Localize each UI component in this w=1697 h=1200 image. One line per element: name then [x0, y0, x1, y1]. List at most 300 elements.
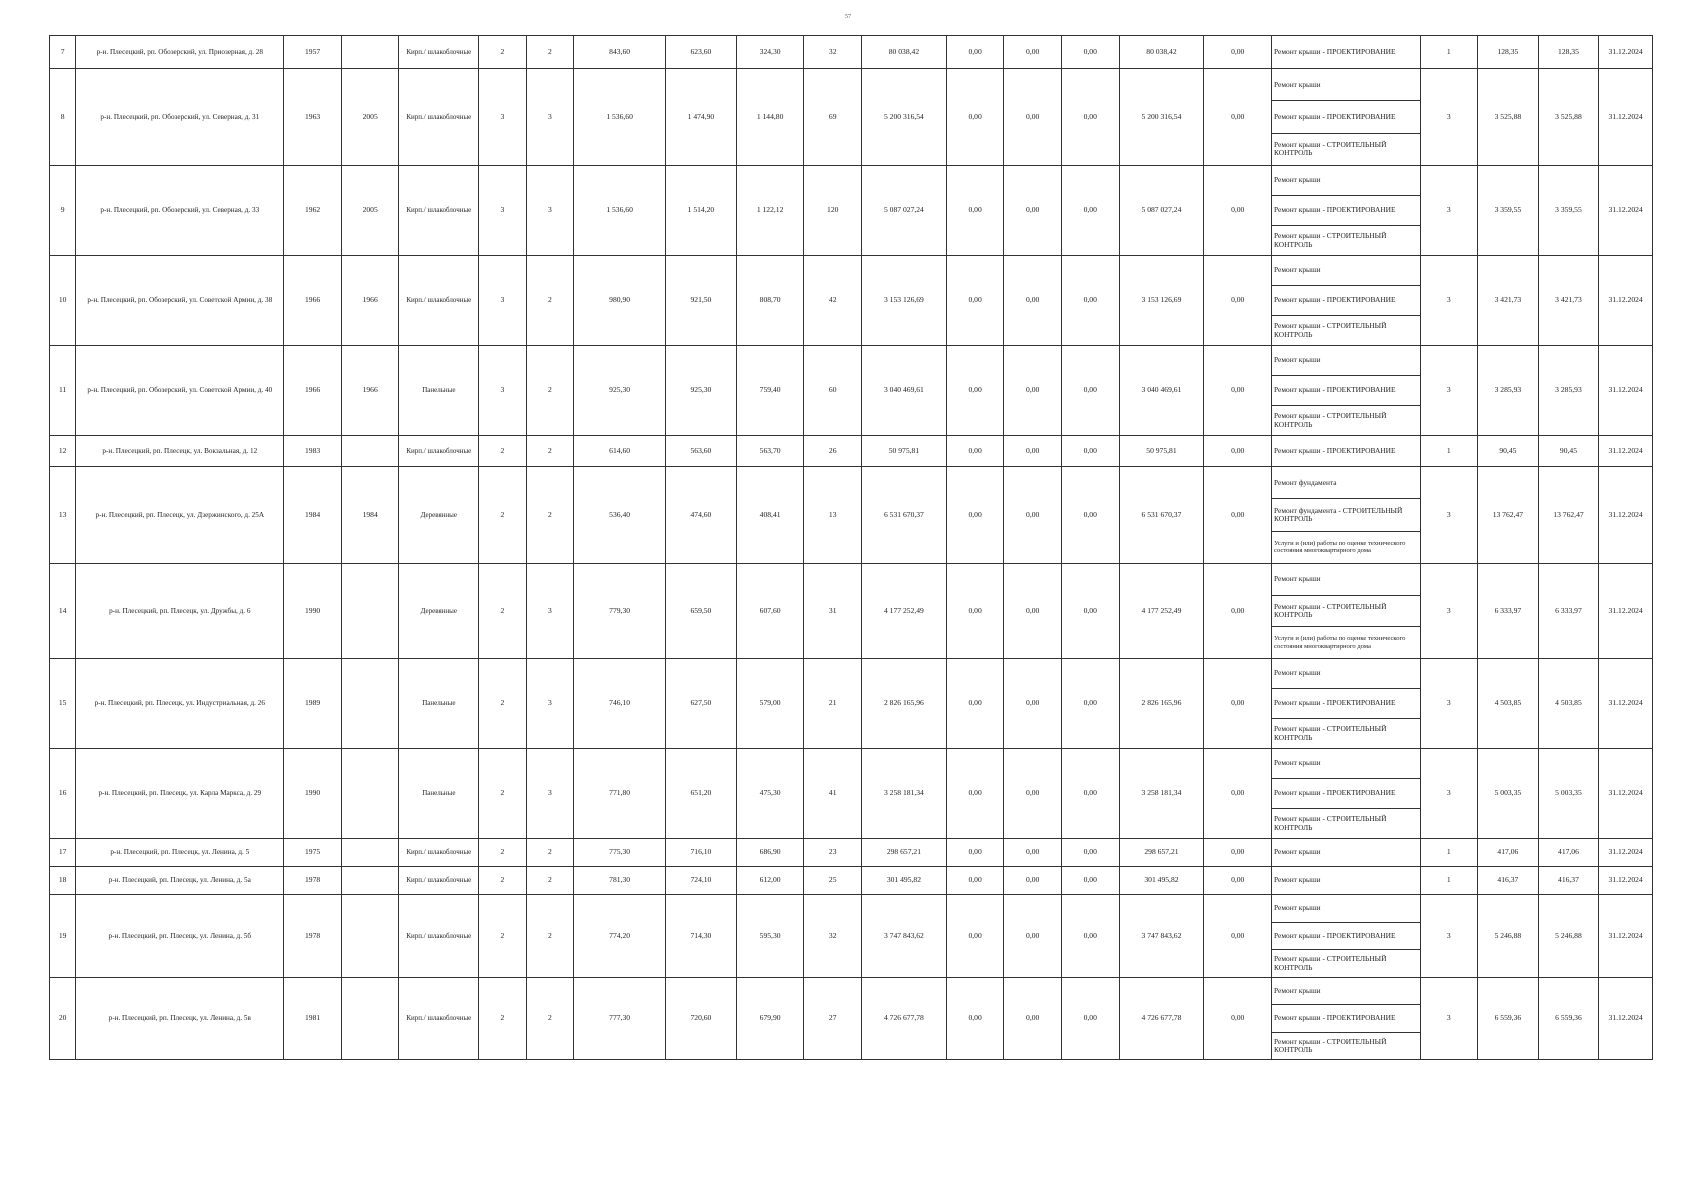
- work-item: Ремонт крыши - СТРОИТЕЛЬНЫЙ КОНТРОЛЬ: [1274, 1036, 1387, 1054]
- cost-total: 50 975,81: [862, 436, 947, 467]
- entrances: 2: [526, 346, 573, 436]
- residents: 69: [804, 69, 862, 166]
- works-list: [1272, 436, 1420, 467]
- residents: 42: [804, 256, 862, 346]
- cost-owners: 50 975,81: [1119, 436, 1204, 467]
- works-count: 3: [1420, 69, 1478, 166]
- cost-other: 0,00: [1204, 867, 1272, 895]
- row-number: 13: [50, 467, 76, 564]
- work-item: Ремонт крыши - СТРОИТЕЛЬНЫЙ КОНТРОЛЬ: [1274, 814, 1387, 832]
- cost-regional: 0,00: [1004, 166, 1062, 256]
- cost-total: 5 087 027,24: [862, 166, 947, 256]
- year-built: 1963: [284, 69, 342, 166]
- cost-municipal: 0,00: [1061, 256, 1119, 346]
- residents: 32: [804, 895, 862, 978]
- work-item: Ремонт крыши - СТРОИТЕЛЬНЫЙ КОНТРОЛЬ: [1274, 954, 1387, 972]
- floors: 2: [479, 467, 526, 564]
- entrances: 2: [526, 867, 573, 895]
- wall-material: Кирп./ шлакоблочные: [399, 256, 479, 346]
- unit-cost-max: 4 503,85: [1538, 659, 1599, 749]
- year-overhaul: 1966: [341, 346, 399, 436]
- unit-cost-max: 3 525,88: [1538, 69, 1599, 166]
- area-owned: 686,90: [736, 839, 804, 867]
- cost-total: 4 177 252,49: [862, 564, 947, 659]
- area-total: 843,60: [574, 36, 666, 69]
- work-item: Ремонт крыши - СТРОИТЕЛЬНЫЙ КОНТРОЛЬ: [1274, 724, 1387, 742]
- area-residential: 659,50: [666, 564, 737, 659]
- unit-cost: 4 503,85: [1478, 659, 1539, 749]
- works-list: [1272, 978, 1420, 1060]
- cost-other: 0,00: [1204, 749, 1272, 839]
- work-item: Ремонт крыши - СТРОИТЕЛЬНЫЙ КОНТРОЛЬ: [1274, 321, 1387, 339]
- works-list: [1272, 749, 1420, 839]
- row-number: 18: [50, 867, 76, 895]
- area-owned: 475,30: [736, 749, 804, 839]
- cost-total: 3 258 181,34: [862, 749, 947, 839]
- cost-total: 6 531 670,37: [862, 467, 947, 564]
- cost-total: 4 726 677,78: [862, 978, 947, 1060]
- row-number: 17: [50, 839, 76, 867]
- row-number: 10: [50, 256, 76, 346]
- wall-material: Кирп./ шлакоблочные: [399, 166, 479, 256]
- entrances: 3: [526, 166, 573, 256]
- deadline: 31.12.2024: [1599, 867, 1653, 895]
- cost-fund: 0,00: [946, 36, 1004, 69]
- area-owned: 563,70: [736, 436, 804, 467]
- entrances: 2: [526, 256, 573, 346]
- wall-material: Кирп./ шлакоблочные: [399, 436, 479, 467]
- work-item: Ремонт крыши - ПРОЕКТИРОВАНИЕ: [1272, 779, 1419, 809]
- unit-cost-max: 3 421,73: [1538, 256, 1599, 346]
- address: р-н. Плесецкий, рп. Плесецк, ул. Вокзальная, д. 12: [76, 436, 284, 467]
- cost-owners: 4 177 252,49: [1119, 564, 1204, 659]
- wall-material: Панельные: [399, 659, 479, 749]
- area-total: 980,90: [574, 256, 666, 346]
- works-count: 1: [1420, 839, 1478, 867]
- works-count: 1: [1420, 36, 1478, 69]
- work-item: Ремонт крыши - ПРОЕКТИРОВАНИЕ: [1272, 196, 1419, 226]
- cost-other: 0,00: [1204, 564, 1272, 659]
- work-item: Ремонт крыши: [1274, 847, 1321, 857]
- year-overhaul: [341, 659, 399, 749]
- floors: 3: [479, 346, 526, 436]
- work-item: Ремонт крыши - СТРОИТЕЛЬНЫЙ КОНТРОЛЬ: [1274, 231, 1387, 249]
- cost-other: 0,00: [1204, 36, 1272, 69]
- register-table: [49, 35, 1653, 1060]
- cost-owners: 3 747 843,62: [1119, 895, 1204, 978]
- residents: 32: [804, 36, 862, 69]
- unit-cost: 3 421,73: [1478, 256, 1539, 346]
- floors: 2: [479, 36, 526, 69]
- residents: 23: [804, 839, 862, 867]
- cost-municipal: 0,00: [1061, 867, 1119, 895]
- cost-other: 0,00: [1204, 839, 1272, 867]
- table-row: [50, 436, 1653, 467]
- deadline: 31.12.2024: [1599, 467, 1653, 564]
- floors: 2: [479, 839, 526, 867]
- row-number: 15: [50, 659, 76, 749]
- year-built: 1989: [284, 659, 342, 749]
- cost-regional: 0,00: [1004, 436, 1062, 467]
- work-item: Ремонт крыши: [1274, 875, 1321, 885]
- works-list: [1272, 839, 1420, 867]
- work-item: Ремонт крыши - ПРОЕКТИРОВАНИЕ: [1272, 689, 1419, 719]
- residents: 41: [804, 749, 862, 839]
- address: р-н. Плесецкий, рп. Плесецк, ул. Индустриальная, д. 26: [76, 659, 284, 749]
- year-overhaul: [341, 839, 399, 867]
- residents: 25: [804, 867, 862, 895]
- works-count: 3: [1420, 659, 1478, 749]
- unit-cost-max: 90,45: [1538, 436, 1599, 467]
- table-row: [50, 749, 1653, 839]
- deadline: 31.12.2024: [1599, 69, 1653, 166]
- works-list: [1272, 256, 1420, 346]
- address: р-н. Плесецкий, рп. Обозерский, ул. Советской Армии, д. 40: [76, 346, 284, 436]
- address: р-н. Плесецкий, рп. Плесецк, ул. Карла Маркса, д. 29: [76, 749, 284, 839]
- cost-fund: 0,00: [946, 256, 1004, 346]
- cost-total: 298 657,21: [862, 839, 947, 867]
- area-residential: 1 474,90: [666, 69, 737, 166]
- year-built: 1990: [284, 564, 342, 659]
- unit-cost: 6 559,36: [1478, 978, 1539, 1060]
- unit-cost: 6 333,97: [1478, 564, 1539, 659]
- work-item: Ремонт крыши - ПРОЕКТИРОВАНИЕ: [1272, 376, 1419, 406]
- row-number: 8: [50, 69, 76, 166]
- deadline: 31.12.2024: [1599, 564, 1653, 659]
- deadline: 31.12.2024: [1599, 659, 1653, 749]
- cost-regional: 0,00: [1004, 467, 1062, 564]
- deadline: 31.12.2024: [1599, 36, 1653, 69]
- work-item: Услуги и (или) работы по оценке технического состояния многоквартирного дома: [1274, 539, 1406, 555]
- year-overhaul: [341, 436, 399, 467]
- works-list: [1272, 69, 1420, 166]
- area-total: 781,30: [574, 867, 666, 895]
- area-residential: 714,30: [666, 895, 737, 978]
- table-row: [50, 69, 1653, 166]
- table-row: [50, 839, 1653, 867]
- floors: 2: [479, 895, 526, 978]
- year-built: 1978: [284, 867, 342, 895]
- cost-regional: 0,00: [1004, 978, 1062, 1060]
- unit-cost: 3 359,55: [1478, 166, 1539, 256]
- deadline: 31.12.2024: [1599, 749, 1653, 839]
- year-overhaul: 1966: [341, 256, 399, 346]
- year-built: 1966: [284, 256, 342, 346]
- cost-fund: 0,00: [946, 867, 1004, 895]
- cost-municipal: 0,00: [1061, 346, 1119, 436]
- entrances: 2: [526, 467, 573, 564]
- area-total: 1 536,60: [574, 69, 666, 166]
- deadline: 31.12.2024: [1599, 978, 1653, 1060]
- cost-regional: 0,00: [1004, 659, 1062, 749]
- address: р-н. Плесецкий, рп. Плесецк, ул. Дзержинского, д. 25А: [76, 467, 284, 564]
- works-count: 3: [1420, 895, 1478, 978]
- work-item: Ремонт крыши: [1272, 166, 1419, 196]
- row-number: 11: [50, 346, 76, 436]
- works-count: 3: [1420, 749, 1478, 839]
- unit-cost: 13 762,47: [1478, 467, 1539, 564]
- cost-municipal: 0,00: [1061, 564, 1119, 659]
- year-overhaul: [341, 867, 399, 895]
- address: р-н. Плесецкий, рп. Плесецк, ул. Ленина, д. 5в: [76, 978, 284, 1060]
- cost-owners: 3 153 126,69: [1119, 256, 1204, 346]
- works-count: 3: [1420, 256, 1478, 346]
- unit-cost-max: 417,06: [1538, 839, 1599, 867]
- works-count: 3: [1420, 166, 1478, 256]
- unit-cost-max: 6 333,97: [1538, 564, 1599, 659]
- cost-owners: 5 087 027,24: [1119, 166, 1204, 256]
- cost-municipal: 0,00: [1061, 978, 1119, 1060]
- register-rows: [50, 36, 1653, 1060]
- area-residential: 474,60: [666, 467, 737, 564]
- unit-cost: 416,37: [1478, 867, 1539, 895]
- address: р-н. Плесецкий, рп. Обозерский, ул. Советской Армии, д. 38: [76, 256, 284, 346]
- cost-fund: 0,00: [946, 749, 1004, 839]
- cost-municipal: 0,00: [1061, 749, 1119, 839]
- row-number: 16: [50, 749, 76, 839]
- table-row: [50, 36, 1653, 69]
- deadline: 31.12.2024: [1599, 256, 1653, 346]
- address: р-н. Плесецкий, рп. Обозерский, ул. Северная, д. 33: [76, 166, 284, 256]
- table-row: [50, 867, 1653, 895]
- wall-material: Кирп./ шлакоблочные: [399, 36, 479, 69]
- year-built: 1966: [284, 346, 342, 436]
- wall-material: Панельные: [399, 346, 479, 436]
- unit-cost: 417,06: [1478, 839, 1539, 867]
- address: р-н. Плесецкий, рп. Плесецк, ул. Ленина, д. 5б: [76, 895, 284, 978]
- area-residential: 563,60: [666, 436, 737, 467]
- table-row: [50, 166, 1653, 256]
- works-count: 3: [1420, 564, 1478, 659]
- cost-other: 0,00: [1204, 659, 1272, 749]
- cost-total: 3 040 469,61: [862, 346, 947, 436]
- cost-regional: 0,00: [1004, 749, 1062, 839]
- cost-total: 3 153 126,69: [862, 256, 947, 346]
- work-item: Ремонт крыши: [1272, 978, 1419, 1005]
- cost-other: 0,00: [1204, 346, 1272, 436]
- unit-cost: 5 003,35: [1478, 749, 1539, 839]
- floors: 2: [479, 749, 526, 839]
- unit-cost-max: 416,37: [1538, 867, 1599, 895]
- unit-cost-max: 13 762,47: [1538, 467, 1599, 564]
- year-built: 1990: [284, 749, 342, 839]
- table-row: [50, 659, 1653, 749]
- works-list: [1272, 659, 1420, 749]
- row-number: 19: [50, 895, 76, 978]
- area-owned: 324,30: [736, 36, 804, 69]
- cost-total: 5 200 316,54: [862, 69, 947, 166]
- year-overhaul: [341, 895, 399, 978]
- work-item: Ремонт фундамента: [1272, 467, 1419, 499]
- cost-total: 3 747 843,62: [862, 895, 947, 978]
- cost-owners: 4 726 677,78: [1119, 978, 1204, 1060]
- table-row: [50, 467, 1653, 564]
- area-total: 536,40: [574, 467, 666, 564]
- area-residential: 1 514,20: [666, 166, 737, 256]
- work-item: Ремонт крыши - ПРОЕКТИРОВАНИЕ: [1272, 101, 1419, 133]
- table-row: [50, 564, 1653, 659]
- cost-fund: 0,00: [946, 346, 1004, 436]
- works-list: [1272, 346, 1420, 436]
- year-overhaul: 2005: [341, 69, 399, 166]
- entrances: 2: [526, 36, 573, 69]
- row-number: 12: [50, 436, 76, 467]
- cost-regional: 0,00: [1004, 36, 1062, 69]
- works-count: 3: [1420, 978, 1478, 1060]
- entrances: 2: [526, 436, 573, 467]
- area-total: 925,30: [574, 346, 666, 436]
- address: р-н. Плесецкий, рп. Плесецк, ул. Ленина, д. 5а: [76, 867, 284, 895]
- cost-other: 0,00: [1204, 256, 1272, 346]
- wall-material: Кирп./ шлакоблочные: [399, 839, 479, 867]
- year-overhaul: [341, 564, 399, 659]
- deadline: 31.12.2024: [1599, 839, 1653, 867]
- address: р-н. Плесецкий, рп. Обозерский, ул. Приозерная, д. 28: [76, 36, 284, 69]
- unit-cost-max: 3 359,55: [1538, 166, 1599, 256]
- year-built: 1962: [284, 166, 342, 256]
- unit-cost-max: 128,35: [1538, 36, 1599, 69]
- table-row: [50, 978, 1653, 1060]
- entrances: 2: [526, 978, 573, 1060]
- floors: 3: [479, 69, 526, 166]
- entrances: 3: [526, 749, 573, 839]
- cost-fund: 0,00: [946, 69, 1004, 166]
- work-item: Ремонт крыши - ПРОЕКТИРОВАНИЕ: [1272, 923, 1419, 951]
- work-item: Ремонт крыши - СТРОИТЕЛЬНЫЙ КОНТРОЛЬ: [1272, 596, 1419, 628]
- entrances: 2: [526, 895, 573, 978]
- area-residential: 720,60: [666, 978, 737, 1060]
- cost-owners: 298 657,21: [1119, 839, 1204, 867]
- residents: 120: [804, 166, 862, 256]
- cost-fund: 0,00: [946, 564, 1004, 659]
- area-residential: 627,50: [666, 659, 737, 749]
- wall-material: Деревянные: [399, 564, 479, 659]
- works-count: 3: [1420, 467, 1478, 564]
- page-number: 57: [845, 14, 851, 20]
- unit-cost: 3 285,93: [1478, 346, 1539, 436]
- area-owned: 607,60: [736, 564, 804, 659]
- area-total: 1 536,60: [574, 166, 666, 256]
- entrances: 2: [526, 839, 573, 867]
- work-item: Ремонт крыши: [1272, 69, 1419, 101]
- works-list: [1272, 564, 1420, 659]
- residents: 21: [804, 659, 862, 749]
- work-item: Ремонт крыши - ПРОЕКТИРОВАНИЕ: [1272, 1005, 1419, 1032]
- row-number: 20: [50, 978, 76, 1060]
- area-residential: 716,10: [666, 839, 737, 867]
- area-owned: 408,41: [736, 467, 804, 564]
- area-owned: 579,00: [736, 659, 804, 749]
- wall-material: Деревянные: [399, 467, 479, 564]
- unit-cost-max: 5 003,35: [1538, 749, 1599, 839]
- cost-fund: 0,00: [946, 978, 1004, 1060]
- cost-fund: 0,00: [946, 659, 1004, 749]
- cost-regional: 0,00: [1004, 895, 1062, 978]
- cost-municipal: 0,00: [1061, 659, 1119, 749]
- area-total: 777,30: [574, 978, 666, 1060]
- cost-fund: 0,00: [946, 467, 1004, 564]
- work-item: Ремонт крыши - СТРОИТЕЛЬНЫЙ КОНТРОЛЬ: [1274, 411, 1387, 429]
- cost-municipal: 0,00: [1061, 895, 1119, 978]
- year-overhaul: 2005: [341, 166, 399, 256]
- cost-total: 2 826 165,96: [862, 659, 947, 749]
- cost-owners: 301 495,82: [1119, 867, 1204, 895]
- cost-other: 0,00: [1204, 166, 1272, 256]
- area-owned: 759,40: [736, 346, 804, 436]
- works-count: 1: [1420, 867, 1478, 895]
- cost-municipal: 0,00: [1061, 436, 1119, 467]
- year-built: 1981: [284, 978, 342, 1060]
- cost-total: 301 495,82: [862, 867, 947, 895]
- entrances: 3: [526, 69, 573, 166]
- work-item: Ремонт фундамента - СТРОИТЕЛЬНЫЙ КОНТРОЛЬ: [1272, 499, 1419, 531]
- year-built: 1975: [284, 839, 342, 867]
- unit-cost: 128,35: [1478, 36, 1539, 69]
- unit-cost: 3 525,88: [1478, 69, 1539, 166]
- work-item: Ремонт крыши - ПРОЕКТИРОВАНИЕ: [1272, 286, 1419, 316]
- cost-fund: 0,00: [946, 436, 1004, 467]
- row-number: 7: [50, 36, 76, 69]
- area-total: 774,20: [574, 895, 666, 978]
- work-item: Ремонт крыши: [1272, 749, 1419, 779]
- works-list: [1272, 166, 1420, 256]
- cost-other: 0,00: [1204, 978, 1272, 1060]
- cost-regional: 0,00: [1004, 256, 1062, 346]
- cost-other: 0,00: [1204, 895, 1272, 978]
- cost-owners: 3 040 469,61: [1119, 346, 1204, 436]
- area-total: 771,80: [574, 749, 666, 839]
- cost-owners: 80 038,42: [1119, 36, 1204, 69]
- area-residential: 623,60: [666, 36, 737, 69]
- cost-municipal: 0,00: [1061, 166, 1119, 256]
- work-item: Ремонт крыши - ПРОЕКТИРОВАНИЕ: [1274, 445, 1396, 455]
- floors: 3: [479, 166, 526, 256]
- year-built: 1957: [284, 36, 342, 69]
- unit-cost: 5 246,88: [1478, 895, 1539, 978]
- work-item: Услуги и (или) работы по оценке технического состояния многоквартирного дома: [1274, 635, 1406, 650]
- area-residential: 724,10: [666, 867, 737, 895]
- cost-municipal: 0,00: [1061, 69, 1119, 166]
- cost-regional: 0,00: [1004, 346, 1062, 436]
- year-overhaul: [341, 978, 399, 1060]
- row-number: 9: [50, 166, 76, 256]
- deadline: 31.12.2024: [1599, 436, 1653, 467]
- cost-fund: 0,00: [946, 166, 1004, 256]
- works-list: [1272, 867, 1420, 895]
- area-residential: 925,30: [666, 346, 737, 436]
- unit-cost-max: 3 285,93: [1538, 346, 1599, 436]
- residents: 13: [804, 467, 862, 564]
- works-list: [1272, 36, 1420, 69]
- wall-material: Кирп./ шлакоблочные: [399, 69, 479, 166]
- floors: 2: [479, 867, 526, 895]
- cost-regional: 0,00: [1004, 867, 1062, 895]
- floors: 3: [479, 256, 526, 346]
- area-residential: 651,20: [666, 749, 737, 839]
- deadline: 31.12.2024: [1599, 895, 1653, 978]
- cost-regional: 0,00: [1004, 564, 1062, 659]
- cost-regional: 0,00: [1004, 69, 1062, 166]
- unit-cost-max: 5 246,88: [1538, 895, 1599, 978]
- residents: 31: [804, 564, 862, 659]
- floors: 2: [479, 436, 526, 467]
- residents: 27: [804, 978, 862, 1060]
- cost-municipal: 0,00: [1061, 36, 1119, 69]
- cost-other: 0,00: [1204, 467, 1272, 564]
- area-total: 614,60: [574, 436, 666, 467]
- cost-municipal: 0,00: [1061, 467, 1119, 564]
- unit-cost: 90,45: [1478, 436, 1539, 467]
